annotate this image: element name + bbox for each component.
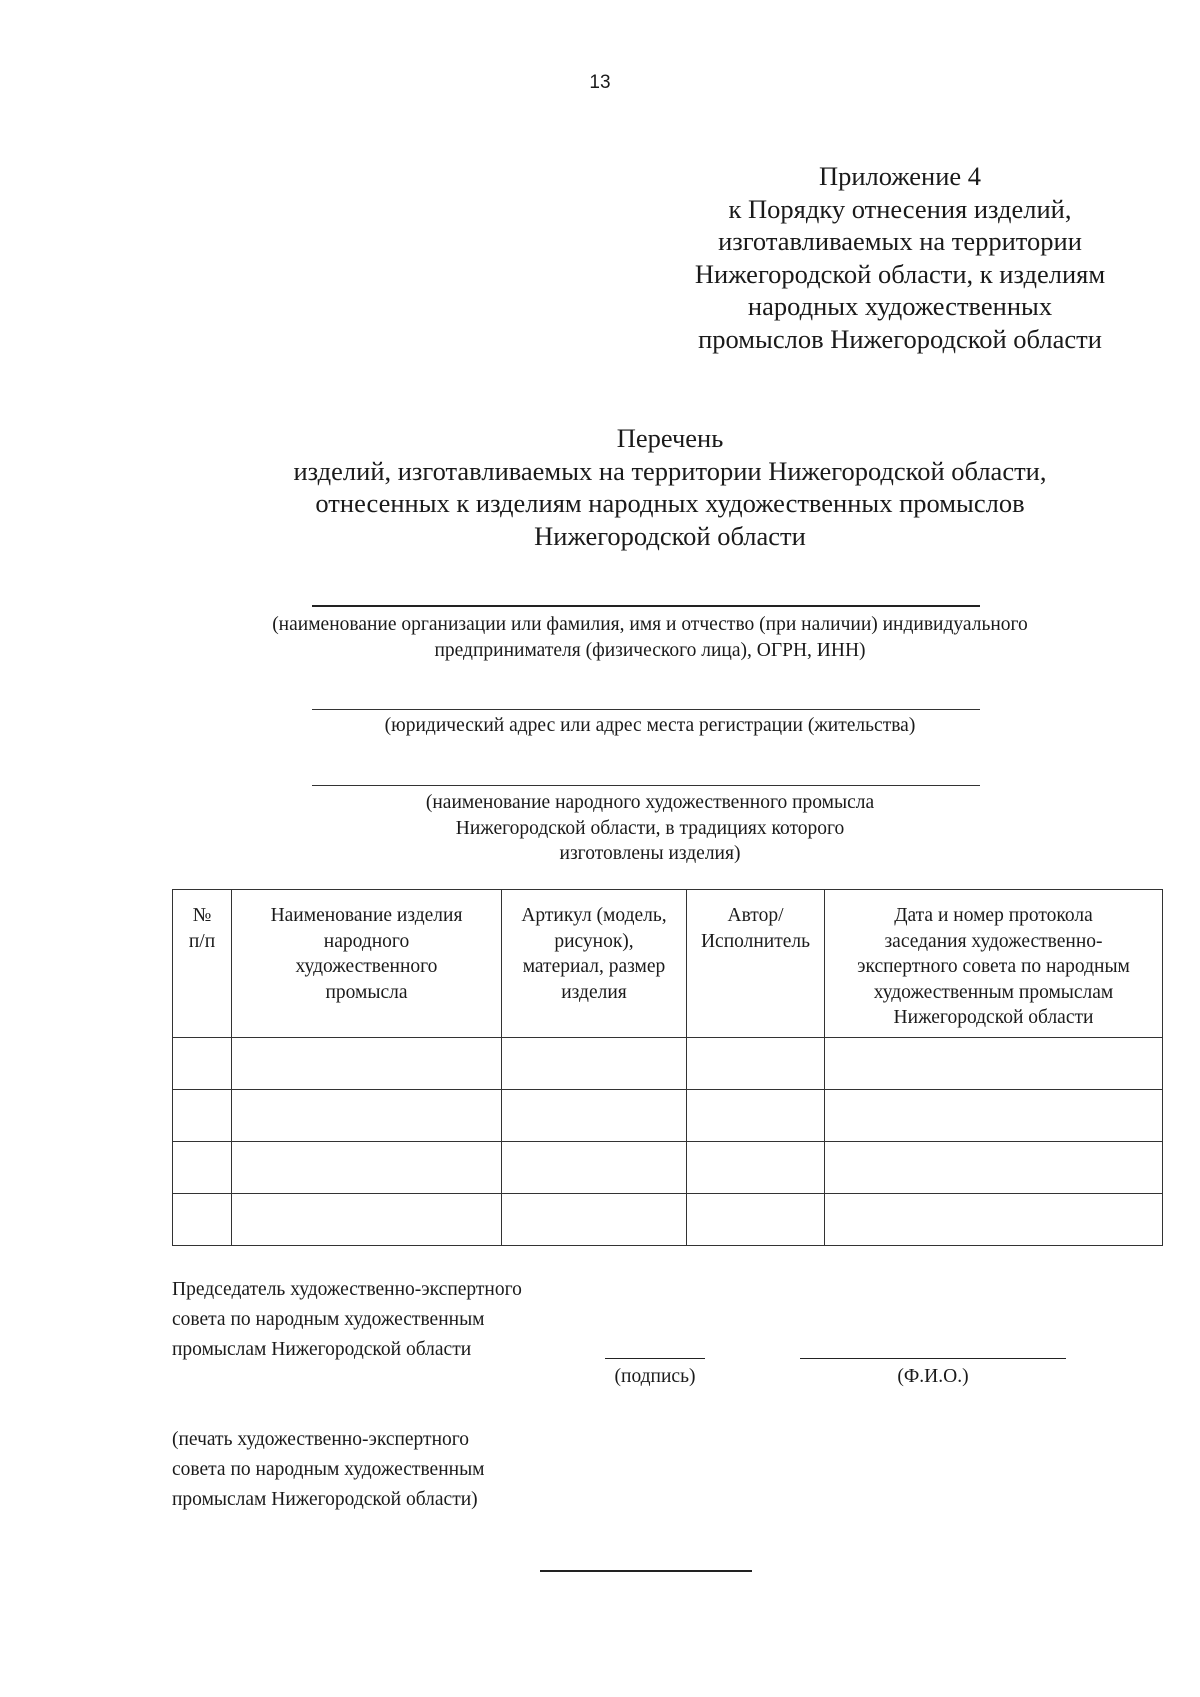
table-header-row xyxy=(173,890,1163,1038)
header-line: Дата и номер протокола xyxy=(894,905,1093,926)
table-row xyxy=(173,1194,1163,1246)
stamp-line: промыслам Нижегородской области) xyxy=(172,1489,478,1510)
table-cell[interactable] xyxy=(825,1090,1163,1142)
annex-line: изготавливаемых на территории xyxy=(718,226,1082,256)
stamp-line: совета по народным художественным xyxy=(172,1459,485,1480)
position-line: Председатель художественно-экспертного xyxy=(172,1279,522,1300)
table-cell[interactable] xyxy=(825,1194,1163,1246)
table-row xyxy=(173,1142,1163,1194)
table-cell[interactable] xyxy=(825,1038,1163,1090)
table-cell[interactable] xyxy=(502,1194,687,1246)
title-line: Перечень xyxy=(616,423,724,453)
caption-line: изготовлены изделия) xyxy=(559,843,741,864)
column-header-item-name xyxy=(232,890,502,1038)
table-cell[interactable] xyxy=(687,1038,825,1090)
header-line: Автор/ xyxy=(727,905,784,926)
header-line: изделия xyxy=(561,981,627,1003)
annex-heading xyxy=(650,160,1150,355)
table-cell[interactable] xyxy=(173,1090,232,1142)
table-cell[interactable] xyxy=(173,1142,232,1194)
annex-line: промыслов Нижегородской области xyxy=(698,323,1102,354)
table-cell[interactable] xyxy=(687,1142,825,1194)
caption-line: предпринимателя (физического лица), ОГРН, ИНН) xyxy=(434,639,866,661)
title-line: отнесенных к изделиям народных художественных промыслов xyxy=(315,488,1025,518)
name-fill-line[interactable] xyxy=(800,1358,1066,1359)
table-cell[interactable] xyxy=(232,1194,502,1246)
position-line: совета по народным художественным xyxy=(172,1309,485,1330)
annex-line: Нижегородской области, к изделиям xyxy=(694,258,1106,289)
table-cell[interactable] xyxy=(232,1090,502,1142)
organization-caption xyxy=(150,612,1150,663)
table-cell[interactable] xyxy=(687,1194,825,1246)
header-line: экспертного совета по народным xyxy=(857,956,1130,977)
header-line: Артикул (модель, xyxy=(521,905,667,926)
caption-line: (юридический адрес или адрес места регистрации (жительства) xyxy=(384,715,916,736)
craft-caption xyxy=(150,790,1150,867)
header-line: п/п xyxy=(188,930,216,952)
table-cell[interactable] xyxy=(232,1142,502,1194)
items-table xyxy=(172,889,1163,1246)
caption-line: Нижегородской области, в традициях которого xyxy=(455,817,845,839)
organization-fill-line[interactable] xyxy=(312,605,980,607)
header-line: рисунок), xyxy=(554,930,634,952)
column-header-number xyxy=(173,890,232,1038)
chairman-position xyxy=(172,1275,612,1365)
header-line: № xyxy=(192,905,212,926)
annex-line: Приложение 4 xyxy=(818,161,982,191)
table-cell[interactable] xyxy=(173,1038,232,1090)
signature-fill-line[interactable] xyxy=(605,1358,705,1359)
title-line: Нижегородской области xyxy=(534,520,806,551)
header-line: народного xyxy=(323,930,410,952)
address-caption xyxy=(150,713,1150,739)
caption-line: (наименование организации или фамилия, имя и отчество (при наличии) индивидуального xyxy=(272,614,1028,635)
table-cell[interactable] xyxy=(825,1142,1163,1194)
annex-line: народных художественных xyxy=(747,291,1053,321)
table-cell[interactable] xyxy=(232,1038,502,1090)
address-fill-line[interactable] xyxy=(312,709,980,710)
stamp-line: (печать художественно-экспертного xyxy=(172,1429,470,1450)
table-cell[interactable] xyxy=(502,1090,687,1142)
column-header-article xyxy=(502,890,687,1038)
craft-fill-line[interactable] xyxy=(312,785,980,786)
end-divider xyxy=(540,1570,752,1572)
table-cell[interactable] xyxy=(687,1090,825,1142)
column-header-author xyxy=(687,890,825,1038)
column-header-protocol xyxy=(825,890,1163,1038)
header-line: заседания художественно- xyxy=(884,930,1103,952)
stamp-note xyxy=(172,1425,612,1515)
header-line: художественного xyxy=(295,956,438,977)
header-line: Наименование изделия xyxy=(270,905,463,926)
table-cell[interactable] xyxy=(173,1194,232,1246)
header-line: материал, размер xyxy=(522,956,666,977)
table-cell[interactable] xyxy=(502,1038,687,1090)
table-row xyxy=(173,1090,1163,1142)
document-title xyxy=(190,422,1150,552)
signature-caption: (подпись) xyxy=(614,1366,696,1387)
caption-line: (наименование народного художественного промысла xyxy=(425,792,875,813)
header-line: художественным промыслам xyxy=(873,981,1114,1003)
title-line: изделий, изготавливаемых на территории Нижегородской области, xyxy=(293,455,1047,486)
header-line: промысла xyxy=(325,981,408,1003)
header-line: Исполнитель xyxy=(700,930,811,952)
table-row xyxy=(173,1038,1163,1090)
annex-line: к Порядку отнесения изделий, xyxy=(728,193,1072,224)
page-number: 13 xyxy=(589,72,611,93)
name-caption: (Ф.И.О.) xyxy=(897,1366,969,1387)
header-line: Нижегородской области xyxy=(893,1007,1094,1028)
table-cell[interactable] xyxy=(502,1142,687,1194)
position-line: промыслам Нижегородской области xyxy=(172,1339,472,1360)
